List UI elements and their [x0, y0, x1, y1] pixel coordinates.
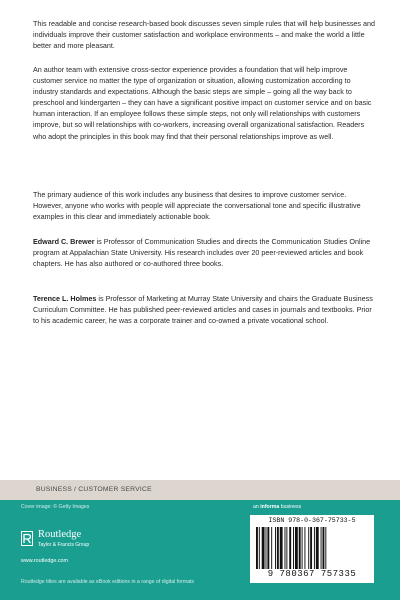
barcode-stripe: [295, 527, 298, 569]
barcode-stripe: [321, 527, 322, 569]
barcode-stripe: [310, 527, 312, 569]
barcode-stripe: [256, 527, 258, 569]
barcode-stripe: [277, 527, 279, 569]
routledge-logo-icon: [21, 531, 33, 546]
barcode-stripe: [293, 527, 294, 569]
barcode-stripe: [316, 527, 319, 569]
author-bio-text: is Professor of Marketing at Murray State University and chairs the Graduate Business Curriculum Committee. He has published peer-reviewed articles and cases in journals and textbooks. Prior to his academic career, he was a corporate trainer and co-owned a private vocational school.: [33, 294, 373, 326]
barcode-stripe: [325, 527, 326, 569]
blurb-paragraph-2: An author team with extensive cross-sector experience provides a foundation that will help improve customer service no matter the type of organization or situation, allowing customization according to industry standards and expectations. Although the basic steps are simple – going all the way back to preschool and kindergarten – they can have a significant positive impact on customer service and on basic human interaction. If an employee follows these simple steps, not only will relationships with customers improve, but so will relationships with co-workers, increasing overall organizational satisfaction. Readers who adopt the principles in this book may find that their personal relationships improve as well.: [33, 65, 372, 141]
author-name: Terence L. Holmes: [33, 294, 97, 303]
barcode-stripe: [271, 527, 272, 569]
informa-business-mark: an informa business: [253, 504, 302, 510]
author-bio-text: is Professor of Communication Studies and directs the Communication Studies Online program at Appalachian State University. His research includes over 20 peer-reviewed articles and book chapters. He has also authored or co-authored three books.: [33, 237, 371, 269]
barcode: [256, 527, 368, 569]
barcode-stripe: [259, 527, 260, 569]
barcode-stripe: [304, 527, 305, 569]
author-bio-brewer: [33, 236, 375, 269]
barcode-stripe: [285, 527, 286, 569]
barcode-stripe: [323, 527, 325, 569]
category-band: [0, 480, 400, 500]
blurb-paragraph-3: The primary audience of this work includes any business that desires to improve customer service. However, anyone who works with people will appreciate the conversational tone and specific illustrative examples in this clear and immediately actionable book.: [33, 190, 361, 222]
barcode-stripe: [262, 527, 265, 569]
cover-image-credit: Cover image: © Getty Images: [21, 504, 90, 510]
barcode-stripe: [275, 527, 276, 569]
publisher-website: www.routledge.com: [21, 558, 69, 564]
barcode-stripe: [289, 527, 291, 569]
publisher-name: Routledge: [38, 529, 82, 540]
subject-category: BUSINESS / CUSTOMER SERVICE: [36, 486, 152, 493]
barcode-stripe: [280, 527, 283, 569]
barcode-stripe: [266, 527, 267, 569]
publisher-group: Taylor & Francis Group: [38, 542, 90, 548]
author-bio-holmes: [33, 293, 375, 326]
barcode-stripe: [314, 527, 315, 569]
author-name: Edward C. Brewer: [33, 237, 95, 246]
barcode-stripe: [267, 527, 269, 569]
blurb-paragraph-1: This readable and concise research-based book discusses seven simple rules that will help businesses and individuals improve their customer satisfaction and workplace environments – and make the world a little better and more pleasant.: [33, 19, 375, 51]
barcode-stripe: [299, 527, 301, 569]
barcode-digits: 9 780367 757335: [267, 569, 357, 579]
barcode-stripe: [302, 527, 303, 569]
publisher-footer: [0, 500, 400, 600]
isbn-number: ISBN 978-0-367-75733-5: [268, 517, 356, 524]
ebook-availability-note: Routledge titles are available as eBook editions in a range of digital formats: [21, 579, 195, 585]
barcode-stripe: [308, 527, 309, 569]
barcode-panel: [250, 515, 374, 583]
barcode-stripe: [286, 527, 287, 569]
